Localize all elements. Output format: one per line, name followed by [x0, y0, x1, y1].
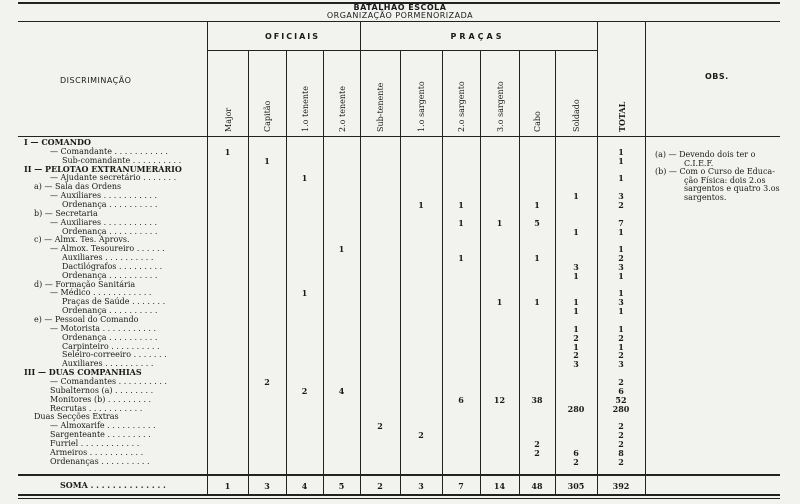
cell-value: 7: [618, 217, 624, 228]
obs-note-line: (b) — Com o Curso de Educa-: [655, 167, 775, 176]
row-label: d) — Formação Sanitária: [34, 279, 136, 289]
column-header: Cabo: [533, 111, 542, 132]
row-label: Sargenteante . . . . . . . . .: [50, 430, 151, 440]
cell-value: 52: [615, 394, 627, 405]
row-label: — Auxiliares . . . . . . . . . . .: [50, 191, 158, 201]
row-label: Carpinteiro . . . . . . . . . .: [62, 341, 160, 351]
cell-value: 2: [618, 253, 624, 264]
soma-value: 2: [377, 481, 383, 491]
cell-value: 5: [534, 217, 540, 228]
column-header: Sub-tenente: [376, 82, 385, 132]
cell-value: 2: [418, 430, 424, 441]
row-label: III — DUAS COMPANHIAS: [24, 368, 142, 378]
cell-value: 1: [224, 146, 231, 157]
cell-value: 1: [496, 217, 503, 228]
cell-value: 3: [618, 191, 624, 202]
document-title: BATALHAO ESCOLA: [353, 3, 447, 12]
soma-value: 48: [531, 481, 543, 491]
document-subtitle: ORGANIZAÇÃO PORMENORIZADA: [326, 11, 474, 20]
row-label: Ordenança . . . . . . . . . .: [62, 306, 158, 316]
column-header: 2.o sargento: [457, 81, 466, 132]
cell-value: 1: [618, 244, 624, 255]
obs-header: OBS.: [705, 72, 729, 81]
cell-value: 4: [338, 385, 345, 396]
cell-value: 2: [573, 456, 579, 467]
row-label: Ordenança . . . . . . . . . .: [62, 226, 158, 236]
cell-value: 2: [618, 456, 624, 467]
cell-value: 12: [493, 394, 506, 405]
cell-value: 1: [573, 191, 579, 202]
row-label: — Comandante . . . . . . . . . . .: [50, 146, 168, 156]
column-divider: [400, 50, 401, 494]
column-divider: [442, 50, 443, 494]
cell-value: 2: [534, 447, 540, 458]
obs-note-line: C.I.E.F.: [684, 158, 714, 168]
row-label: Recrutas . . . . . . . . . . .: [50, 403, 143, 413]
cell-value: 2: [618, 376, 624, 387]
bottom-rule-2: [18, 498, 780, 499]
row-label: Ordenança . . . . . . . . . .: [62, 270, 158, 280]
soma-value: 14: [493, 481, 506, 491]
cell-value: 1: [618, 306, 624, 317]
obs-note-line: (a) — Devendo dois ter o: [655, 150, 756, 159]
cell-value: 2: [618, 438, 624, 449]
cell-value: 38: [531, 394, 543, 405]
row-label: I — COMANDO: [24, 138, 91, 147]
cell-value: 6: [573, 447, 579, 458]
cell-value: 2: [301, 385, 308, 396]
cell-value: 6: [618, 385, 624, 396]
row-label: — Médico . . . . . . . . . . . .: [50, 288, 152, 298]
cell-value: 1: [618, 288, 624, 299]
row-label: Sub-comandante . . . . . . . . . .: [62, 155, 182, 165]
cell-value: 2: [618, 350, 624, 361]
cell-value: 1: [573, 226, 579, 237]
column-divider: [207, 22, 208, 494]
title-rule: [18, 21, 780, 22]
obs-note-line: sargentos.: [684, 192, 727, 202]
soma-rule: [18, 474, 780, 476]
cell-value: 8: [618, 447, 624, 458]
oficiais-header: OFICIAIS: [264, 32, 321, 41]
soma-value: 7: [458, 481, 464, 491]
column-header: 2.o tenente: [337, 86, 347, 132]
cell-value: 3: [573, 359, 579, 370]
row-label: Duas Secções Extras: [34, 412, 119, 422]
soma-value: 3: [418, 481, 424, 491]
column-header: 3.o sargento: [495, 81, 505, 132]
row-label: e) — Pessoal do Comando: [34, 315, 139, 324]
column-divider: [286, 50, 287, 494]
cell-value: 1: [618, 270, 624, 281]
cell-value: 2: [534, 438, 540, 449]
cell-value: 1: [618, 323, 624, 334]
row-label: Monitores (b) . . . . . . . . .: [50, 394, 152, 404]
column-divider: [555, 50, 556, 494]
row-label: Ordenanças . . . . . . . . . .: [50, 456, 150, 466]
row-label: Auxiliares . . . . . . . . . .: [62, 359, 154, 369]
subheader-rule: [207, 50, 597, 51]
column-header: Soldado: [572, 99, 581, 132]
cell-value: 1: [618, 226, 624, 237]
cell-value: 1: [618, 341, 624, 352]
soma-label: SOMA . . . . . . . . . . . . . .: [60, 480, 166, 490]
discriminacao-header: DISCRIMINAÇÃO: [60, 76, 132, 85]
cell-value: 1: [534, 253, 540, 264]
column-divider: [323, 50, 324, 494]
cell-value: 2: [618, 430, 624, 441]
obs-note-line: ção Física: dois 2.os: [684, 175, 766, 185]
cell-value: 2: [618, 332, 624, 343]
cell-value: 3: [573, 261, 579, 272]
row-label: Auxiliares . . . . . . . . . .: [62, 253, 154, 263]
row-label: — Almox. Tesoureiro . . . . . .: [50, 244, 165, 254]
row-label: a) — Sala das Ordens: [34, 182, 122, 192]
cell-value: 1: [618, 173, 624, 184]
cell-value: 1: [534, 297, 540, 308]
cell-value: 1: [573, 323, 579, 334]
cell-value: 1: [573, 270, 579, 281]
cell-value: 1: [458, 253, 464, 264]
soma-value: 5: [338, 481, 345, 491]
cell-value: 2: [377, 421, 383, 432]
cell-value: 2: [573, 350, 579, 361]
column-divider: [645, 22, 646, 494]
column-header: Capitão: [263, 100, 272, 132]
column-header: 1.o sargento: [417, 81, 426, 132]
column-header: Major: [223, 107, 233, 132]
cell-value: 1: [301, 173, 308, 184]
cell-value: 280: [567, 403, 585, 414]
cell-value: 1: [458, 217, 464, 228]
row-label: II — PELOTÃO EXTRANUMERÁRIO: [24, 164, 182, 174]
pracas-header: PRAÇAS: [450, 32, 505, 41]
soma-value: 3: [264, 481, 270, 491]
cell-value: 1: [573, 297, 579, 308]
cell-value: 1: [301, 288, 308, 299]
cell-value: 3: [618, 261, 624, 272]
obs-note-line: sargentos e quatro 3.os: [684, 184, 780, 193]
cell-value: 2: [573, 332, 579, 343]
cell-value: 1: [338, 244, 345, 255]
cell-value: 3: [618, 297, 624, 308]
soma-value: 4: [301, 481, 308, 491]
row-label: c) — Almx. Tes. Aprovs.: [34, 235, 130, 245]
cell-value: 2: [618, 199, 624, 210]
row-label: Armeiros . . . . . . . . . . .: [50, 447, 144, 457]
row-label: — Almoxarife . . . . . . . . . .: [50, 421, 156, 431]
row-label: Seleiro-correeiro . . . . . . .: [62, 350, 167, 360]
column-divider: [480, 50, 481, 494]
cell-value: 1: [573, 306, 579, 317]
bottom-rule: [18, 494, 780, 496]
cell-value: 1: [534, 199, 540, 210]
cell-value: 1: [618, 155, 624, 166]
column-divider: [597, 22, 598, 494]
column-divider: [519, 50, 520, 494]
row-label: — Comandantes . . . . . . . . . .: [50, 376, 167, 386]
row-label: Subalternos (a) . . . . . . . .: [50, 385, 154, 395]
soma-value: 305: [567, 481, 585, 491]
cell-value: 1: [573, 341, 579, 352]
row-label: Furriel . . . . . . . . . . . .: [50, 438, 140, 448]
cell-value: 3: [618, 359, 624, 370]
row-label: Praças de Saúde . . . . . . .: [62, 297, 166, 307]
row-label: Ordenança . . . . . . . . . .: [62, 332, 158, 342]
cell-value: 1: [418, 199, 424, 210]
cell-value: 2: [264, 376, 270, 387]
cell-value: 2: [618, 421, 624, 432]
row-label: Ordenança . . . . . . . . . .: [62, 199, 158, 209]
cell-value: 1: [264, 155, 270, 166]
column-divider: [360, 22, 361, 494]
cell-value: 1: [458, 199, 464, 210]
column-header: 1.o tenente: [300, 86, 310, 132]
cell-value: 6: [458, 394, 464, 405]
column-divider: [248, 50, 249, 494]
cell-value: 280: [612, 403, 630, 414]
soma-value: 1: [224, 481, 231, 491]
column-header: TOTAL: [617, 101, 627, 132]
body-rule: [18, 136, 780, 137]
row-label: Dactilógrafos . . . . . . . . .: [62, 261, 163, 271]
cell-value: 1: [618, 146, 624, 157]
row-label: b) — Secretaria: [34, 208, 98, 218]
row-label: — Auxiliares . . . . . . . . . . .: [50, 217, 158, 227]
row-label: — Motorista . . . . . . . . . . .: [50, 323, 156, 333]
soma-value: 392: [612, 481, 630, 491]
cell-value: 1: [496, 297, 503, 308]
row-label: — Ajudante secretário . . . . . . .: [50, 173, 177, 183]
